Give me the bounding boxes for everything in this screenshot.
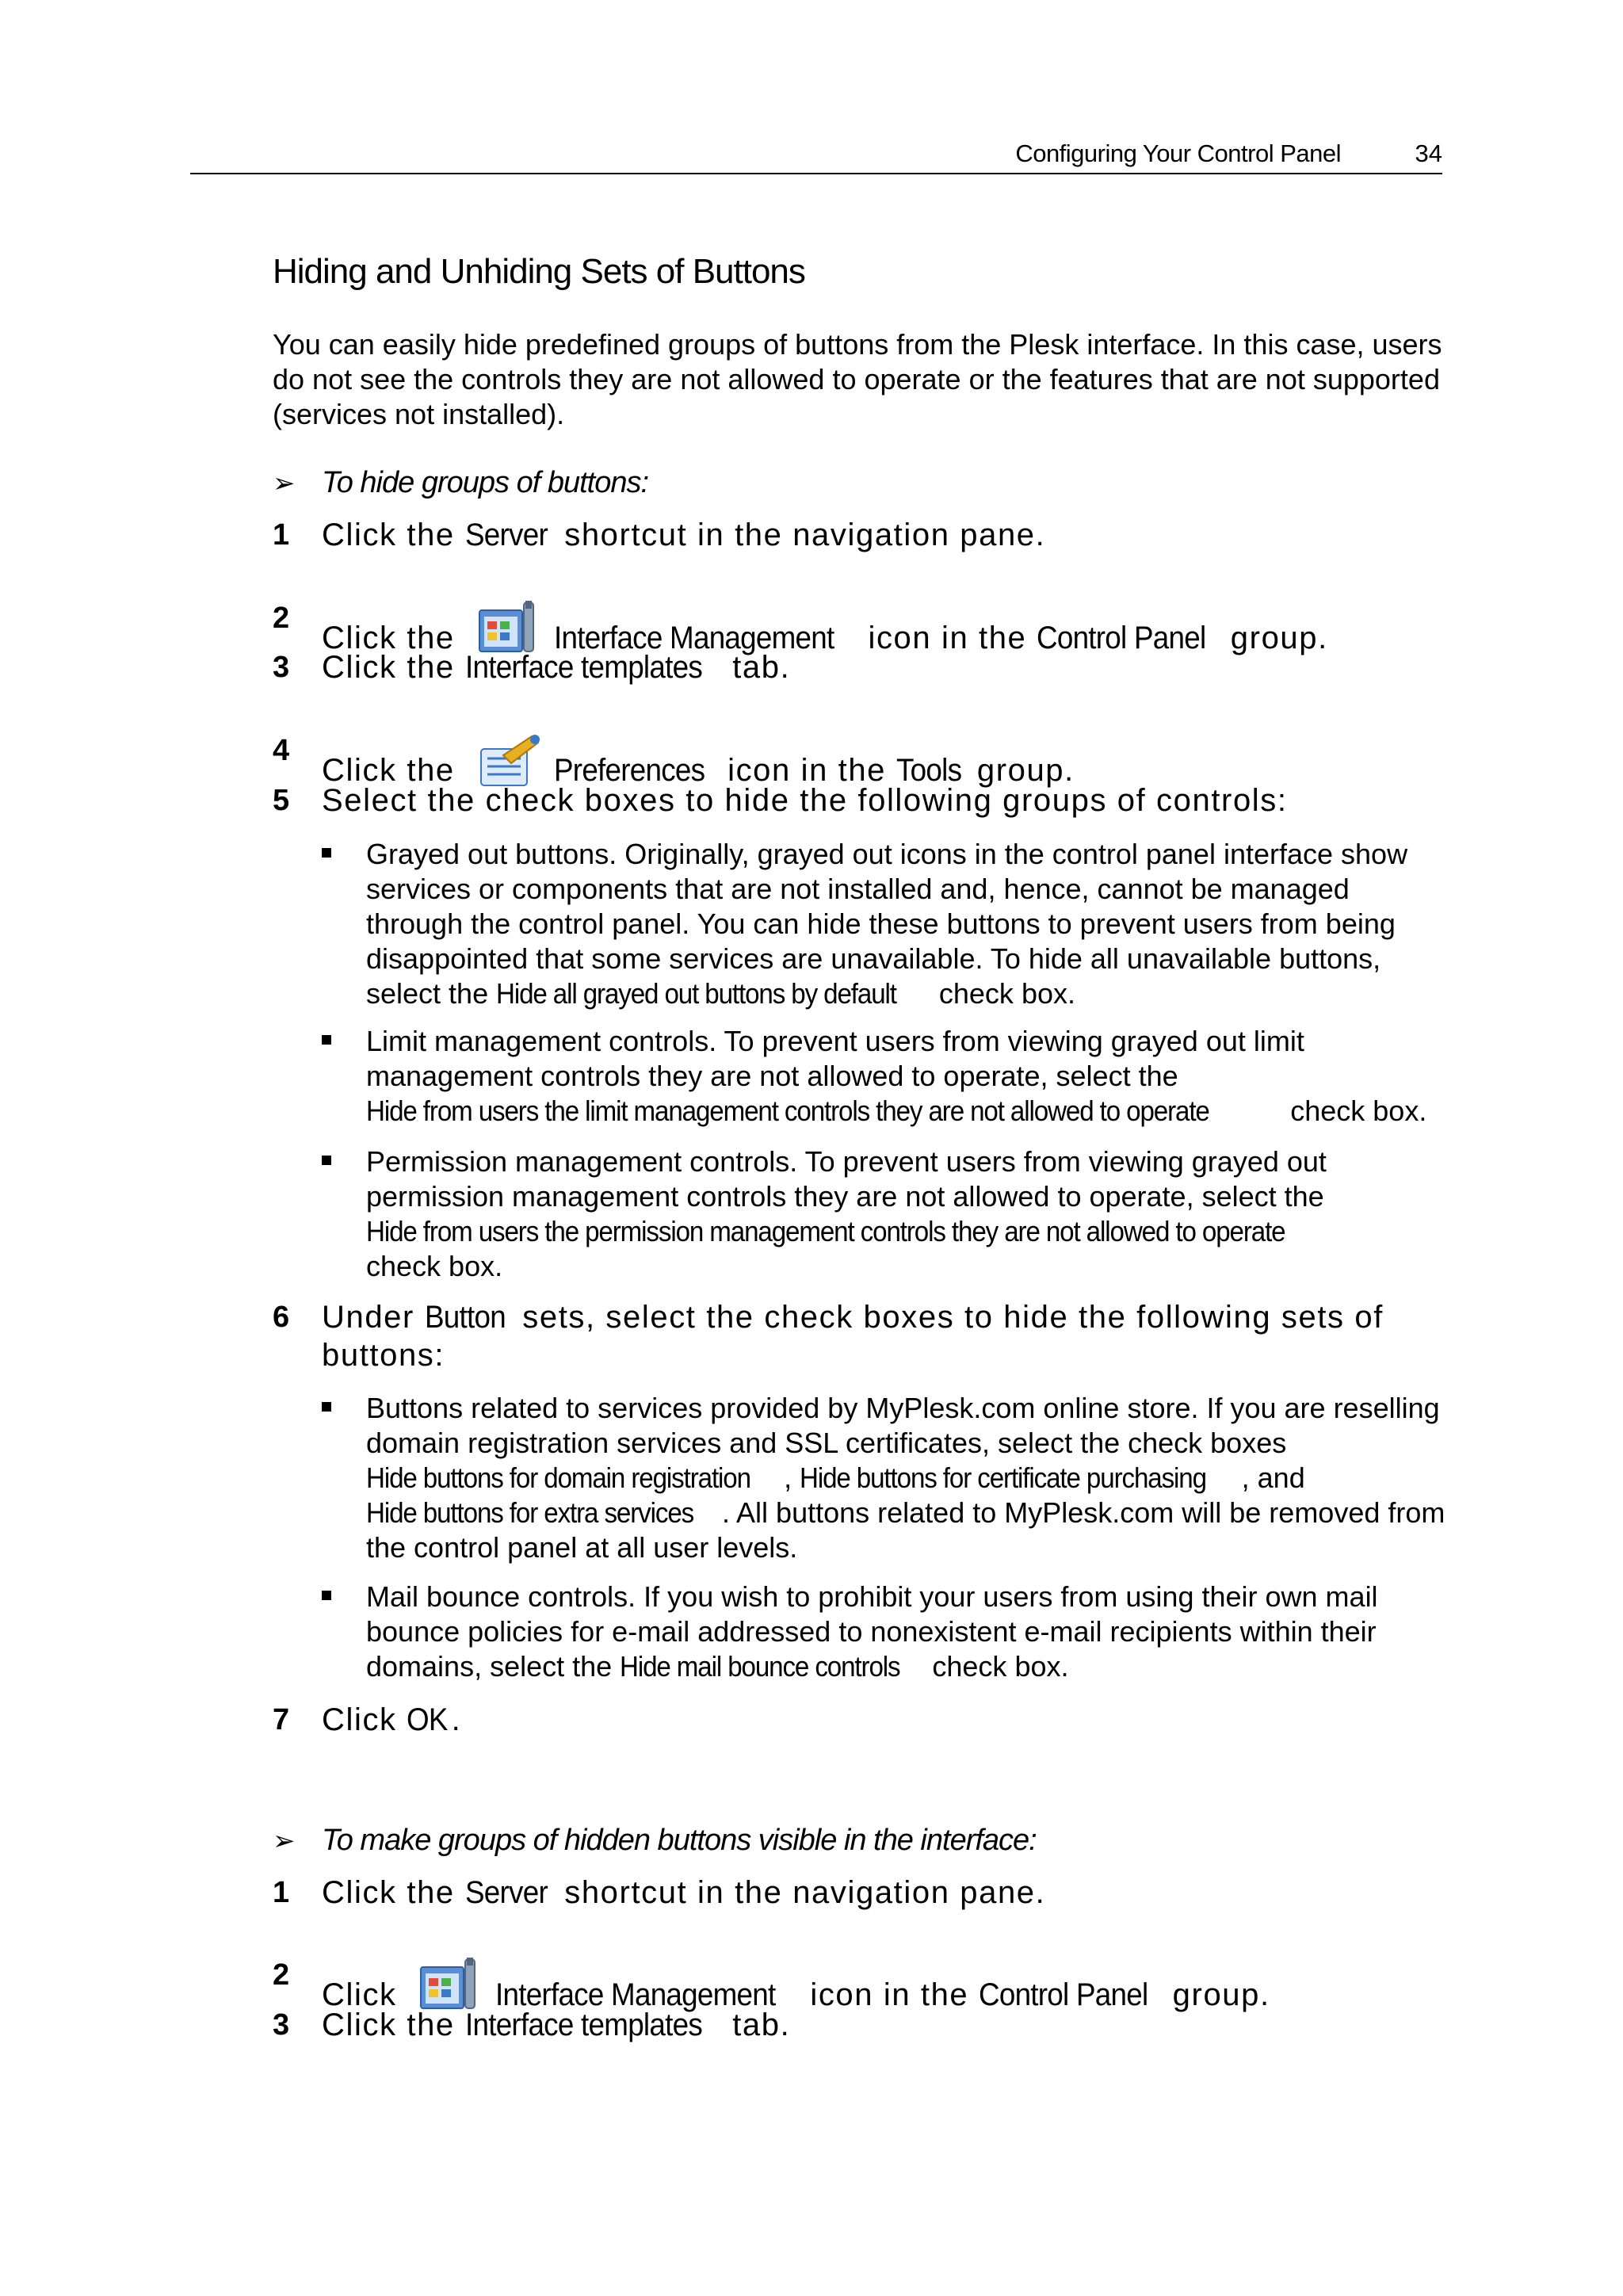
step-number: 1 [273, 1876, 290, 1909]
square-bullet-icon [322, 1591, 331, 1600]
ui-term: Control Panel [979, 1977, 1148, 2012]
ui-term: Interface templates [464, 2008, 702, 2042]
square-bullet-icon [322, 1035, 331, 1045]
ui-term: Hide mail bounce controls [620, 1650, 900, 1683]
square-bullet-icon [322, 848, 331, 858]
step-number: 3 [273, 2008, 290, 2042]
step-number: 2 [273, 602, 290, 635]
step-item [273, 1874, 1453, 1912]
bullet-text-post: check box. [1282, 1095, 1427, 1127]
ui-term: Interface Management [553, 621, 834, 655]
step-text-post: shortcut in the navigation pane. [554, 518, 1046, 552]
intro-paragraph: You can easily hide predefined groups of buttons from the Plesk interface. In this case, users do not see the controls they are not allowed to operate or the features that are not supported (services not installed). [273, 328, 1442, 430]
step-text-pre: Click the [322, 621, 465, 655]
ui-term: Button [424, 1300, 506, 1335]
bullet-text-post: . All buttons related to MyPlesk.com will be removed from the control panel at all user levels. [366, 1496, 1445, 1564]
step-text-pre: Click [322, 1977, 407, 2012]
step-number: 7 [273, 1703, 290, 1736]
step-text-post: group. [1220, 621, 1328, 655]
step-text-mid: icon in the [800, 1977, 979, 2012]
step-text [322, 648, 1453, 686]
square-bullet-icon [322, 1402, 331, 1412]
ui-term: Hide buttons for extra services [366, 1496, 694, 1529]
section-title: Hiding and Unhiding Sets of Buttons [273, 252, 805, 291]
step-text [322, 1701, 1453, 1739]
procedure-heading-unhide [273, 1824, 1037, 1858]
step-text-post: sets, select the check boxes to hide the following sets of buttons: [322, 1300, 1384, 1373]
chapter-title: Configuring Your Control Panel [1015, 139, 1341, 167]
step-text-mid: icon in the [717, 753, 896, 788]
bullet-text [366, 1580, 1447, 1684]
step-text-post: group. [967, 753, 1075, 788]
step-item [273, 516, 1453, 554]
step-text-post: . [451, 1702, 462, 1737]
step-text-post: tab. [722, 650, 791, 685]
bullet-text [366, 1391, 1447, 1565]
step-item [273, 2006, 1453, 2044]
step-number: 1 [273, 518, 290, 552]
bullet-text-mid: , [784, 1461, 800, 1494]
step-text-pre: Click the [322, 1875, 465, 1910]
ui-term: Preferences [553, 753, 705, 788]
ui-term: OK [407, 1702, 449, 1737]
procedure-heading-text: To make groups of hidden buttons visible in the interface: [322, 1824, 1037, 1857]
ui-term: Control Panel [1037, 621, 1206, 655]
procedure-heading-hide [273, 466, 648, 500]
bullet-text-mid: , and [1241, 1461, 1305, 1494]
step-text-pre: Under [322, 1300, 425, 1335]
bullet-text-pre: Limit management controls. To prevent users from viewing grayed out limit management controls they are not allowed to operate, select the [366, 1025, 1304, 1092]
step-text-pre: Click the [322, 518, 465, 552]
step-text [322, 1298, 1453, 1374]
step-text [322, 781, 1453, 819]
ui-term: Tools [896, 753, 961, 788]
step-text-post: group. [1162, 1977, 1270, 2012]
bullet-text [366, 1024, 1447, 1129]
step-text [322, 2006, 1453, 2044]
step-text-pre: Click [322, 1702, 407, 1737]
step-item [273, 648, 1453, 686]
step-text-pre: Select the check boxes to hide the following groups of controls: [322, 783, 1288, 818]
running-header [190, 136, 1442, 174]
step-text-mid: icon in the [857, 621, 1037, 655]
step-text-post: tab. [722, 2008, 791, 2042]
ui-term: Server [464, 518, 548, 552]
ui-term: Interface Management [495, 1977, 776, 2012]
square-bullet-icon [322, 1156, 331, 1165]
step-text [322, 1874, 1453, 1912]
step-number: 3 [273, 651, 290, 684]
page-number: 34 [1415, 139, 1442, 167]
step-text-pre: Click the [322, 2008, 465, 2042]
ui-term: Hide from users the permission management controls they are not allowed to operate [366, 1215, 1285, 1247]
list-item [322, 1580, 1447, 1684]
bullet-text-pre: Mail bounce controls. If you wish to prohibit your users from using their own mail bounce policies for e-mail addressed to nonexistent e-mail recipients within their domains, select the [366, 1580, 1378, 1683]
list-item [322, 1024, 1447, 1129]
step-text-pre: Click the [322, 650, 465, 685]
step-item [273, 1701, 1453, 1739]
bullet-text-post: check box. [366, 1250, 503, 1282]
procedure-heading-text: To hide groups of buttons: [322, 466, 649, 499]
ui-term: Interface templates [464, 650, 702, 685]
bullet-text [366, 1144, 1447, 1284]
step-item [273, 781, 1453, 819]
ui-term: Hide buttons for domain registration [366, 1461, 750, 1494]
ui-term: Hide all grayed out buttons by default [496, 977, 896, 1010]
step-text-pre: Click the [322, 753, 465, 788]
bullet-text-post: check box. [924, 1650, 1069, 1683]
ui-term: Hide from users the limit management controls they are not allowed to operate [366, 1095, 1209, 1127]
bullet-text [366, 837, 1447, 1011]
step-item [273, 1298, 1453, 1374]
step-text [322, 516, 1453, 554]
list-item [322, 1391, 1447, 1565]
bullet-text-pre: Permission management controls. To prevent users from viewing grayed out permission management controls they are not allowed to operate, select the [366, 1145, 1327, 1213]
step-number: 6 [273, 1301, 290, 1334]
bullet-text-pre: Buttons related to services provided by MyPlesk.com online store. If you are reselling domain registration services and SSL certificates, select the check boxes [366, 1392, 1440, 1459]
ui-term: Server [464, 1875, 548, 1910]
arrow-bullet-icon: ➢ [273, 1826, 295, 1856]
step-number: 4 [273, 734, 290, 767]
ui-term: Hide buttons for certificate purchasing [800, 1461, 1207, 1494]
list-item [322, 837, 1447, 1011]
bullet-text-post: check box. [930, 977, 1075, 1010]
step-number: 5 [273, 784, 290, 817]
list-item [322, 1144, 1447, 1284]
step-text-post: shortcut in the navigation pane. [554, 1875, 1046, 1910]
bullet-text-pre: Grayed out buttons. Originally, grayed out icons in the control panel interface show services or components that are not installed and, hence, cannot be managed through the control panel. You can hide these buttons to prevent users from being disappointed that some services are unavailable. To hide all unavailable buttons, select the [366, 838, 1408, 1010]
arrow-bullet-icon: ➢ [273, 468, 295, 499]
step-number: 2 [273, 1958, 290, 1992]
